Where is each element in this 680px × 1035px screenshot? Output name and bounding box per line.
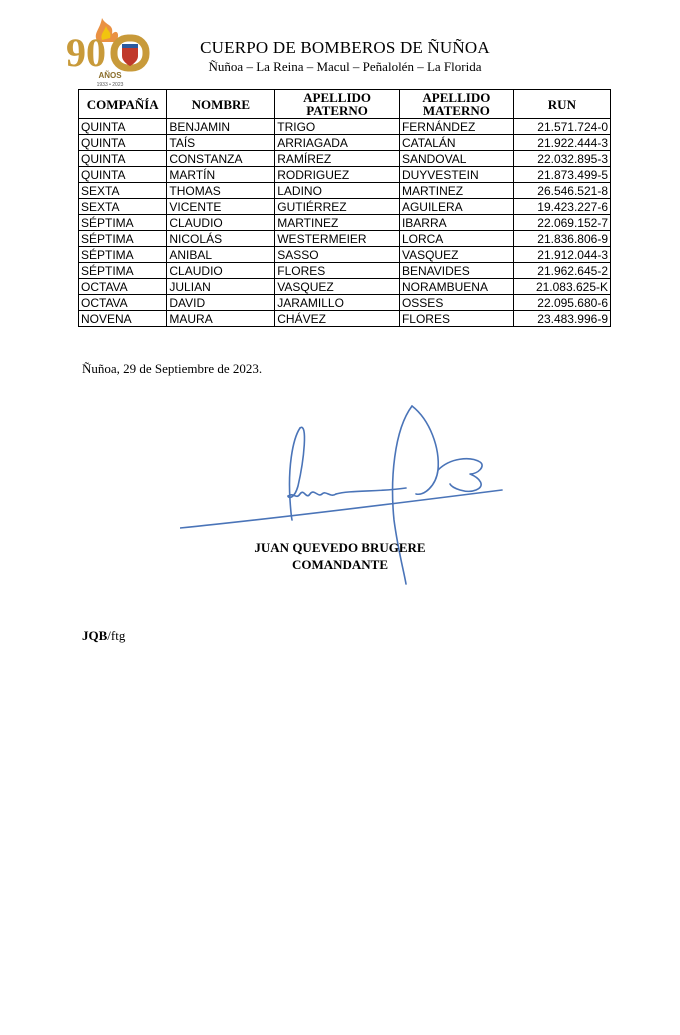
cell-nombre: CONSTANZA (167, 151, 275, 167)
column-header-apellido-materno: APELLIDO MATERNO (399, 90, 513, 119)
cell-nombre: THOMAS (167, 183, 275, 199)
table-row (79, 119, 611, 135)
cell-compania: OCTAVA (79, 295, 167, 311)
cell-nombre: MAURA (167, 311, 275, 327)
organization-title: CUERPO DE BOMBEROS DE ÑUÑOA (200, 38, 490, 57)
logo-big-number-nine: 90 (66, 30, 106, 75)
cell-apellido-paterno: GUTIÉRREZ (275, 199, 400, 215)
cell-run: 21.922.444-3 (513, 135, 610, 151)
cell-nombre: CLAUDIO (167, 215, 275, 231)
cell-apellido-materno: FLORES (399, 311, 513, 327)
cell-compania: SÉPTIMA (79, 215, 167, 231)
table-row (79, 199, 611, 215)
table-row (79, 215, 611, 231)
cell-run: 21.912.044-3 (513, 247, 610, 263)
cell-compania: QUINTA (79, 167, 167, 183)
column-header-apellido-paterno: APELLIDO PATERNO (275, 90, 400, 119)
cell-apellido-paterno: TRIGO (275, 119, 400, 135)
signer-name: JUAN QUEVEDO BRUGERE (254, 540, 426, 555)
cell-compania: SÉPTIMA (79, 263, 167, 279)
cell-apellido-materno: AGUILERA (399, 199, 513, 215)
logo-years-text: 1933 • 2023 (96, 82, 124, 88)
cell-compania: QUINTA (79, 135, 167, 151)
column-header-compania: COMPAÑÍA (79, 90, 167, 119)
cell-nombre: VICENTE (167, 199, 275, 215)
cell-apellido-materno: DUYVESTEIN (399, 167, 513, 183)
cell-run: 21.873.499-5 (513, 167, 610, 183)
cell-nombre: NICOLÁS (167, 231, 275, 247)
cell-apellido-materno: LORCA (399, 231, 513, 247)
cell-nombre: BENJAMIN (167, 119, 275, 135)
cell-apellido-paterno: CHÁVEZ (275, 311, 400, 327)
table-row (79, 295, 611, 311)
cell-apellido-materno: FERNÁNDEZ (399, 119, 513, 135)
cell-compania: OCTAVA (79, 279, 167, 295)
fire-department-90-years-logo (62, 14, 157, 89)
cell-run: 21.083.625-K (513, 279, 610, 295)
table-header-row (79, 90, 611, 119)
cell-nombre: TAÍS (167, 135, 275, 151)
reference-initials (82, 628, 125, 644)
table-row (79, 263, 611, 279)
cell-apellido-paterno: SASSO (275, 247, 400, 263)
signer-role: COMANDANTE (291, 557, 389, 572)
cell-run: 23.483.996-9 (513, 311, 610, 327)
cell-apellido-paterno: ARRIAGADA (275, 135, 400, 151)
table-row (79, 231, 611, 247)
cell-run: 26.546.521-8 (513, 183, 610, 199)
column-header-run: RUN (513, 90, 610, 119)
cell-run: 22.032.895-3 (513, 151, 610, 167)
cell-compania: QUINTA (79, 119, 167, 135)
members-table (78, 89, 611, 327)
cell-apellido-paterno: JARAMILLO (275, 295, 400, 311)
cell-compania: SEXTA (79, 183, 167, 199)
cell-run: 21.571.724-0 (513, 119, 610, 135)
initials-bold: JQB (82, 628, 108, 643)
table-row (79, 151, 611, 167)
column-header-nombre: NOMBRE (167, 90, 275, 119)
cell-nombre: ANIBAL (167, 247, 275, 263)
cell-apellido-materno: OSSES (399, 295, 513, 311)
date-line: Ñuñoa, 29 de Septiembre de 2023. (82, 361, 263, 376)
cell-apellido-materno: NORAMBUENA (399, 279, 513, 295)
cell-run: 21.836.806-9 (513, 231, 610, 247)
cell-nombre: MARTÍN (167, 167, 275, 183)
table-row (79, 167, 611, 183)
cell-apellido-paterno: FLORES (275, 263, 400, 279)
table-row (79, 279, 611, 295)
organization-communes: Ñuñoa – La Reina – Macul – Peñalolén – La Florida (208, 59, 482, 74)
cell-run: 22.069.152-7 (513, 215, 610, 231)
cell-apellido-materno: MARTINEZ (399, 183, 513, 199)
cell-nombre: CLAUDIO (167, 263, 275, 279)
cell-apellido-materno: IBARRA (399, 215, 513, 231)
logo-anos-text: AÑOS (98, 71, 122, 80)
cell-apellido-paterno: RAMÍREZ (275, 151, 400, 167)
cell-apellido-paterno: RODRIGUEZ (275, 167, 400, 183)
cell-apellido-materno: SANDOVAL (399, 151, 513, 167)
cell-compania: SEXTA (79, 199, 167, 215)
table-row (79, 135, 611, 151)
cell-compania: SÉPTIMA (79, 231, 167, 247)
table-row (79, 247, 611, 263)
cell-nombre: JULIAN (167, 279, 275, 295)
cell-apellido-paterno: WESTERMEIER (275, 231, 400, 247)
cell-run: 21.962.645-2 (513, 263, 610, 279)
cell-compania: SÉPTIMA (79, 247, 167, 263)
cell-run: 22.095.680-6 (513, 295, 610, 311)
members-table-body (79, 119, 611, 327)
cell-nombre: DAVID (167, 295, 275, 311)
table-row (79, 311, 611, 327)
initials-rest: /ftg (107, 628, 126, 643)
table-row (79, 183, 611, 199)
cell-apellido-paterno: VASQUEZ (275, 279, 400, 295)
cell-apellido-materno: BENAVIDES (399, 263, 513, 279)
cell-apellido-materno: CATALÁN (399, 135, 513, 151)
cell-compania: QUINTA (79, 151, 167, 167)
cell-run: 19.423.227-6 (513, 199, 610, 215)
cell-apellido-paterno: LADINO (275, 183, 400, 199)
cell-compania: NOVENA (79, 311, 167, 327)
cell-apellido-paterno: MARTINEZ (275, 215, 400, 231)
cell-apellido-materno: VASQUEZ (399, 247, 513, 263)
